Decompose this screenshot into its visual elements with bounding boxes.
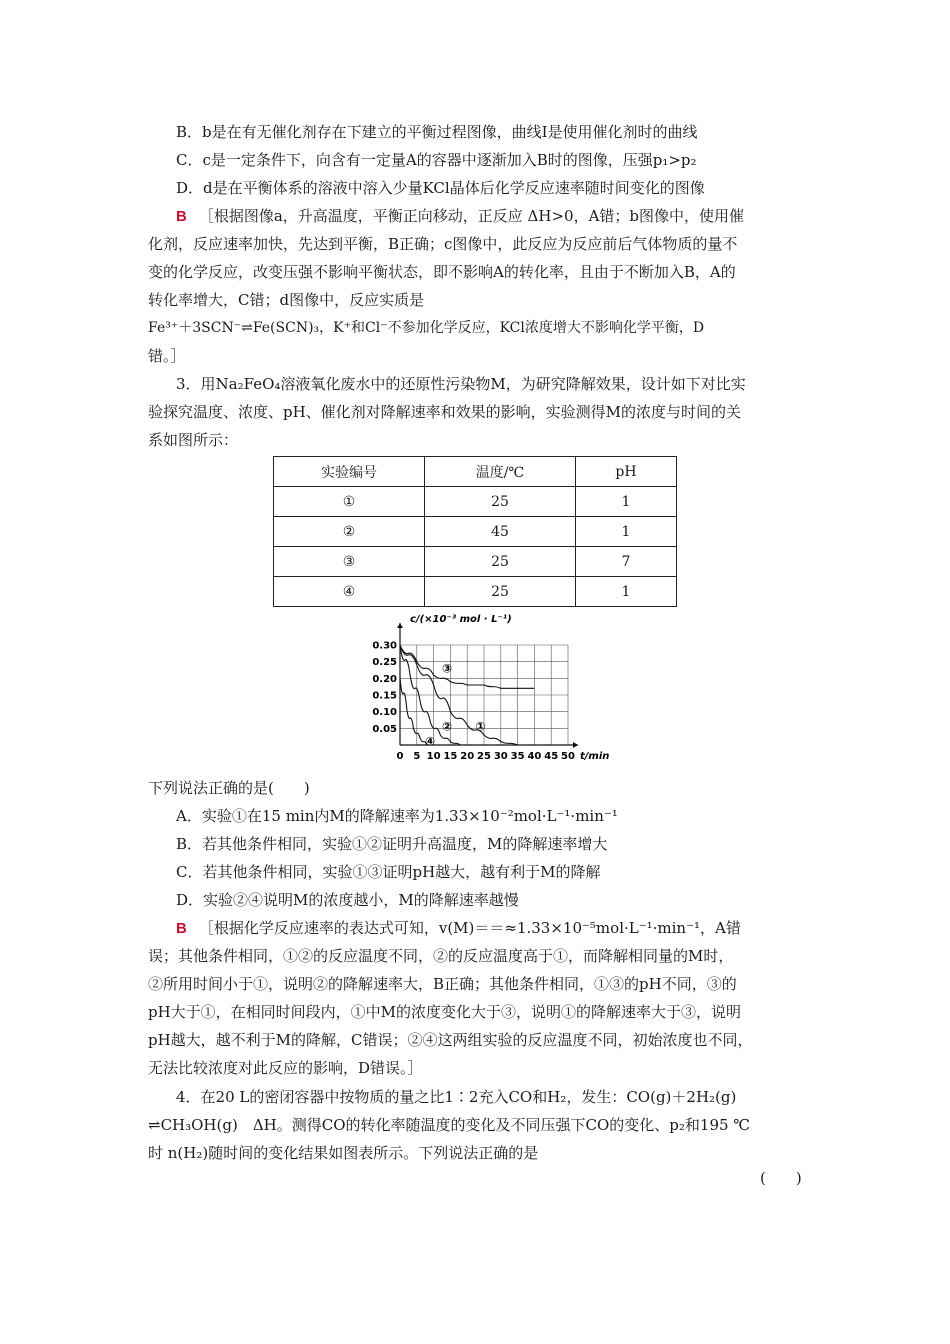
q2-explanation-line: 化剂，反应速率加快，先达到平衡，B正确；c图像中，此反应为反应前后气体物质的量不 [148,235,738,253]
y-tick-label: 0.20 [372,673,397,685]
q3-option-d: D．实验②④说明M的浓度越小，M的降解速率越慢 [176,891,519,909]
q3-option-a: A．实验①在15 min内M的降解速率为1.33×10⁻²mol·L⁻¹·min⁻¹ [176,807,618,825]
x-tick-label: 50 [561,751,575,762]
table-cell: ④ [274,577,425,607]
x-tick-label: 5 [413,751,421,762]
q2-explanation-line: Fe³⁺＋3SCN⁻⇌Fe(SCN)₃，K⁺和Cl⁻不参加化学反应，KCl浓度增大不影响化学平衡，D [148,320,705,336]
y-axis-arrow [397,623,403,628]
q3-explanation-line: 无法比较浓度对此反应的影响，D错误。］ [148,1059,423,1077]
q3-question: 下列说法正确的是( ) [148,779,310,797]
table-row [274,487,677,517]
table-header-row [274,457,677,487]
q4-answer-blank: ( ) [760,1169,802,1187]
series-label: ③ [441,661,453,676]
series-label: ① [475,719,486,734]
q3-stem: 验探究温度、浓度、pH、催化剂对降解速率和效果的影响，实验测得M的浓度与时间的关 [148,403,742,421]
table-cell: 25 [425,577,576,607]
q3-explanation-line: B ［根据化学反应速率的表达式可知，v(M)＝＝≈1.33×10⁻⁵mol·L⁻¹·min⁻¹，A错 [176,919,741,937]
table-header: pH [576,457,677,487]
x-tick-label: 30 [493,751,508,762]
table-cell: 1 [576,517,677,547]
y-tick-label: 0.15 [372,690,397,702]
y-tick-label: 0.25 [372,657,397,669]
x-tick-label: 20 [460,751,475,762]
table-cell: 25 [425,547,576,577]
q3-explanation-line: pH越大，越不利于M的降解，C错误；②④这两组实验的反应温度不同，初始浓度也不同， [148,1031,753,1049]
table-row [274,547,677,577]
q4-stem: 4．在20 L的密闭容器中按物质的量之比1∶2充入CO和H₂，发生：CO(g)＋2H₂(g) [176,1088,737,1106]
table-cell: ③ [274,547,425,577]
q2-answer: B [176,208,187,225]
q2-explanation-line: B ［根据图像a，升高温度，平衡正向移动，正反应 ΔH>0，A错；b图像中，使用催 [176,207,745,225]
q3-option-c: C．若其他条件相同，实验①③证明pH越大，越有利于M的降解 [176,863,601,881]
x-tick-label: 35 [510,751,525,762]
table-cell: 45 [425,517,576,547]
q3-explanation-line: 误；其他条件相同，①②的反应温度不同，②的反应温度高于①，而降解相同量的M时， [148,947,734,965]
table-cell: ② [274,517,425,547]
q2-explanation-line: 转化率增大，C错；d图像中，反应实质是 [148,291,425,309]
experiment-table [273,456,677,607]
table-cell: 7 [576,547,677,577]
table-row [274,577,677,607]
table-header: 温度/℃ [425,457,576,487]
table-cell: 1 [576,487,677,517]
series-label: ② [441,719,453,734]
q3-stem: 系如图所示： [148,431,239,449]
y-tick-label: 0.10 [372,707,397,719]
x-tick-label: 15 [443,751,458,762]
q4-stem: ⇌CH₃OH(g) ΔH。测得CO的转化率随温度的变化及不同压强下CO的变化、p₂和195 ℃ [148,1116,751,1134]
q3-answer: B [176,920,187,937]
q2-explanation-line: 错。］ [148,347,186,365]
q3-option-b: B．若其他条件相同，实验①②证明升高温度，M的降解速率增大 [176,835,608,853]
x-tick-label: 10 [426,751,441,762]
x-tick-label: 45 [544,751,559,762]
table-row [274,517,677,547]
q2-option-d: D．d是在平衡体系的溶液中溶入少量KCl晶体后化学反应速率随时间变化的图像 [176,179,705,197]
q4-stem: 时 n(H₂)随时间的变化结果如图表所示。下列说法正确的是 [148,1144,539,1162]
table-cell: 25 [425,487,576,517]
q3-stem: 3．用Na₂FeO₄溶液氧化废水中的还原性污染物M，为研究降解效果，设计如下对比实 [176,375,746,393]
x-axis-arrow [573,742,578,748]
series-label: ④ [425,734,436,749]
q3-explanation-line: pH大于①，在相同时间段内，①中M的浓度变化大于③，说明①的降解速率大于③，说明 [148,1003,742,1021]
q2-explanation-line: 变的化学反应，改变压强不影响平衡状态，即不影响A的转化率，且由于不断加入B，A的 [148,263,736,281]
y-tick-label: 0.05 [372,723,397,735]
y-axis-label: c/(×10⁻³ mol · L⁻¹) [410,614,512,625]
x-axis-label: t/min [580,751,610,762]
table-cell: ① [274,487,425,517]
table-header: 实验编号 [274,457,425,487]
x-tick-label: 40 [527,751,542,762]
y-tick-label: 0.30 [372,640,397,652]
table-cell: 1 [576,577,677,607]
q2-option-c: C．c是一定条件下，向含有一定量A的容器中逐渐加入B时的图像，压强p₁>p₂ [176,151,697,169]
concentration-chart [368,608,618,768]
q3-explanation-line: ②所用时间小于①，说明②的降解速率大，B正确；其他条件相同，①③的pH不同，③的 [148,975,737,993]
q2-option-b: B．b是在有无催化剂存在下建立的平衡过程图像，曲线Ⅰ是使用催化剂时的曲线 [176,123,698,141]
x-tick-label: 0 [396,751,404,762]
x-tick-label: 25 [477,751,491,762]
